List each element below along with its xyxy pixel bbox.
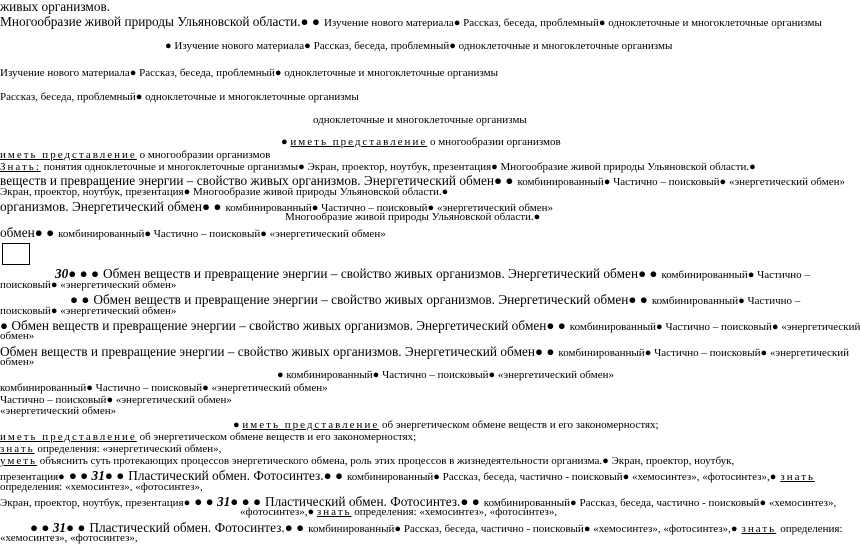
text-line xyxy=(240,507,557,518)
lesson-number: ● ● 31● ● xyxy=(30,520,86,535)
text-run: определения: xyxy=(780,523,843,535)
text-run: комбинированный● Частично – поисковый● «энергетический xyxy=(569,321,860,333)
text-run: комбинированный● Рассказ, беседа, частично - поисковый● «хемосинтез», «фотосинтез»,● xyxy=(308,523,738,535)
text-run: о многообразии организмов xyxy=(429,136,561,148)
text-line: ● комбинированный● Частично – поисковый● «энергетический обмен» xyxy=(277,369,614,381)
text-run: Пластический обмен. Фотосинтез.● ● xyxy=(128,468,343,483)
text-run: комбинированный● Рассказ, беседа, частично - поисковый● «хемосинтез», xyxy=(483,497,837,509)
text-line xyxy=(0,432,416,443)
text-run: «фотосинтез»,● xyxy=(240,506,315,518)
text-run: определения: «энергетический обмен», xyxy=(37,443,222,455)
text-run: понятия одноклеточные и многоклеточные организмы● Экран, проектор, ноутбук, презентация● Многообразие живой природы Ульяновской области.● xyxy=(43,161,756,173)
text-line: «энергетический обмен» xyxy=(0,405,117,417)
text-line xyxy=(233,420,659,431)
text-line xyxy=(70,292,800,308)
spaced-heading: знать xyxy=(780,471,816,483)
text-run: Обмен веществ и превращение энергии – свойство живых организмов. Энергетический обмен● ● xyxy=(103,266,658,281)
text-line xyxy=(0,318,860,334)
spaced-heading: иметь представление xyxy=(242,419,380,431)
text-line: Многообразие живой природы Ульяновской области.● xyxy=(285,211,541,223)
text-line: комбинированный● Частично – поисковый● «энергетический обмен» xyxy=(0,382,328,394)
text-run: объяснить суть протекающих процессов энергетического обмена, роль этих процессов в жизнедеятельности организма.● Экран, проектор, ноутбук, xyxy=(39,455,735,467)
text-run: Обмен веществ и превращение энергии – свойство живых организмов. Энергетический обмен● ● xyxy=(93,292,648,307)
spaced-heading: иметь представление xyxy=(0,431,137,443)
text-run: Пластический обмен. Фотосинтез.● ● xyxy=(265,494,480,509)
text-line: поисковый● «энергетический обмен» xyxy=(0,305,177,317)
text-run: организмов. Энергетический обмен● ● xyxy=(0,199,222,214)
lesson-number: 30● ● ● xyxy=(55,266,100,281)
text-run: комбинированный● Частично – поисковый● «энергетический xyxy=(558,347,850,359)
text-line: Экран, проектор, ноутбук, презентация● Многообразие живой природы Ульяновской области.● xyxy=(0,186,449,198)
spaced-heading: Знать: xyxy=(0,161,41,173)
text-run: обмен● ● xyxy=(0,225,55,240)
text-line: ● Изучение нового материала● Рассказ, беседа, проблемный● одноклеточные и многоклеточные организмы xyxy=(165,40,673,52)
text-line: обмен» xyxy=(0,330,35,342)
spaced-heading: знать xyxy=(316,506,352,518)
text-run: Пластический обмен. Фотосинтез.● ● xyxy=(89,520,305,535)
text-run: комбинированный● Частично – поисковый● «энергетический обмен» xyxy=(517,176,846,188)
text-run: об энергетическом обмене веществ и его закономерностях; xyxy=(139,431,417,443)
spaced-heading: знать xyxy=(0,443,35,455)
text-line xyxy=(0,150,270,161)
empty-table-cell xyxy=(2,243,30,265)
text-line: Изучение нового материала● Рассказ, беседа, проблемный● одноклеточные и многоклеточные организмы xyxy=(0,67,498,79)
text-line: определения: «хемосинтез», «фотосинтез», xyxy=(0,481,203,493)
text-line: Частично – поисковый● «энергетический обмен» xyxy=(0,394,232,406)
text-line xyxy=(0,162,756,173)
text-run: комбинированный● Частично – xyxy=(651,295,801,307)
text-run: комбинированный● Частично – xyxy=(661,269,810,281)
spaced-heading: знать xyxy=(741,523,777,535)
text-run: комбинированный● Частично – поисковый● «энергетический обмен» xyxy=(225,202,554,214)
text-line xyxy=(0,444,221,455)
text-line xyxy=(0,344,849,360)
text-run: веществ и превращение энергии – свойство живых организмов. Энергетический обмен● ● xyxy=(0,173,514,188)
text-run: Изучение нового материала● Рассказ, беседа, проблемный● одноклеточные и многоклеточные организмы xyxy=(323,17,822,29)
text-run: об энергетическом обмене веществ и его закономерностях; xyxy=(381,419,659,431)
spaced-heading: иметь представление xyxy=(290,136,428,148)
text-line: «хемосинтез», «фотосинтез», xyxy=(0,532,138,544)
text-line xyxy=(0,456,734,467)
text-line: обмен» xyxy=(0,356,35,368)
text-line xyxy=(0,225,386,241)
spaced-heading: уметь xyxy=(0,455,38,467)
text-run: определения: «хемосинтез», «фотосинтез», xyxy=(354,506,558,518)
text-line: живых организмов. xyxy=(0,0,111,14)
text-line xyxy=(30,520,843,536)
text-run: комбинированный● Рассказ, беседа, частично - поисковый● «хемосинтез», «фотосинтез»,● xyxy=(346,471,777,483)
lesson-number: ● ● 31● ● ● xyxy=(194,494,262,509)
text-run: о многообразии организмов xyxy=(139,149,271,161)
text-line: поисковый● «энергетический обмен» xyxy=(0,279,177,291)
text-run: Многообразие живой природы Ульяновской области.● ● xyxy=(0,14,320,29)
bullet: ● ● xyxy=(70,292,90,307)
text-run: Обмен веществ и превращение энергии – свойство живых организмов. Энергетический обмен● ● xyxy=(0,344,555,359)
text-run: Экран, проектор, ноутбук, презентация● xyxy=(0,497,191,509)
bullet: ● xyxy=(281,136,288,148)
text-line xyxy=(281,137,561,148)
bullet: ● xyxy=(233,419,240,431)
text-line: одноклеточные и многоклеточные организмы xyxy=(313,114,527,126)
text-line: Рассказ, беседа, проблемный● одноклеточные и многоклеточные организмы xyxy=(0,91,359,103)
spaced-heading: иметь представление xyxy=(0,149,137,161)
text-line xyxy=(0,14,822,30)
text-run: комбинированный● Частично – поисковый● «энергетический обмен» xyxy=(58,228,386,240)
text-run: презентация● xyxy=(0,471,65,483)
lesson-number: ● ● 31● ● xyxy=(68,468,125,483)
text-run: ● Обмен веществ и превращение энергии – свойство живых организмов. Энергетический обмен● ● xyxy=(0,318,566,333)
